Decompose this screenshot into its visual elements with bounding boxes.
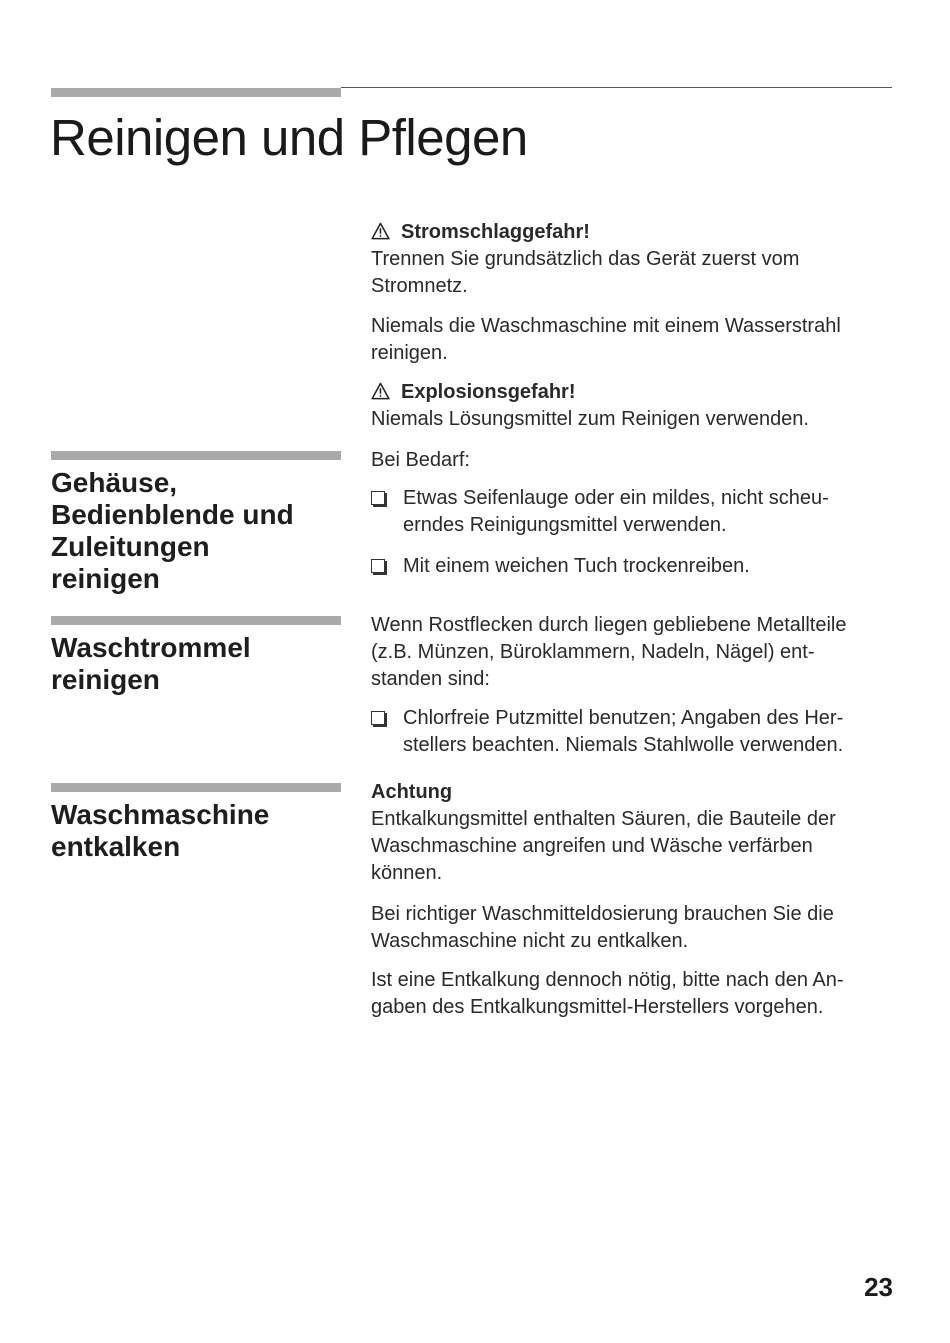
descale-caution: Achtung Entkalkungsmittel enthalten Säuren, die Bauteile der Waschmaschine angreifen und Wäsche verfärben können. [371, 779, 896, 887]
warning-text-line: Trennen Sie grundsätzlich das Gerät zuerst vom [371, 248, 800, 270]
drum-lead: Wenn Rostflecken durch liegen gebliebene Metallteile (z.B. Münzen, Büroklammern, Nadeln, Nägel) ent- standen sind: [371, 614, 847, 690]
warning-triangle-icon [371, 382, 390, 400]
descale-paragraph: Ist eine Entkalkung dennoch nötig, bitte nach den An- gaben des Entkalkungsmittel-Herstellers vorgehen. [371, 969, 844, 1018]
list-item: Mit einem weichen Tuch trockenreiben. [371, 553, 891, 580]
warning-title: Explosionsgefahr! [371, 379, 896, 406]
warning-explosion [371, 379, 896, 433]
housing-lead: Bei Bedarf: [371, 449, 470, 471]
section-rule [51, 616, 341, 625]
warning-title: Stromschlaggefahr! [371, 219, 896, 246]
checkbox-bullet-icon [371, 491, 385, 505]
intro-note: Niemals die Waschmaschine mit einem Wasserstrahl reinigen. [371, 315, 841, 364]
section-heading-descale: Waschmaschine entkalken [51, 799, 270, 862]
checkbox-bullet-icon [371, 711, 385, 725]
checkbox-bullet-icon [371, 559, 385, 573]
warning-text-line: Niemals Lösungsmittel zum Reinigen verwenden. [371, 408, 809, 430]
list-item: Chlorfreie Putzmittel benutzen; Angaben des Her- stellers beachten. Niemals Stahlwolle verwenden. [371, 705, 891, 759]
section-rule [51, 783, 341, 792]
descale-paragraph: Bei richtiger Waschmitteldosierung brauchen Sie die Waschmaschine nicht zu entkalken. [371, 903, 834, 952]
warning-electric-shock [371, 219, 896, 300]
warning-triangle-icon [371, 222, 390, 240]
warning-text-line: Stromnetz. [371, 275, 468, 297]
header-rule-thick [51, 88, 341, 97]
page-number: 23 [864, 1272, 893, 1302]
list-item: Etwas Seifenlauge oder ein mildes, nicht scheu- erndes Reinigungsmittel verwenden. [371, 485, 891, 539]
header-rule-thin [341, 87, 892, 88]
section-heading-housing: Gehäuse, Bedienblende und Zuleitungen reinigen [51, 467, 294, 594]
section-heading-drum: Waschtrommel reinigen [51, 632, 251, 695]
section-rule [51, 451, 341, 460]
page-title: Reinigen und Pflegen [50, 109, 528, 166]
caution-label: Achtung [371, 781, 453, 803]
